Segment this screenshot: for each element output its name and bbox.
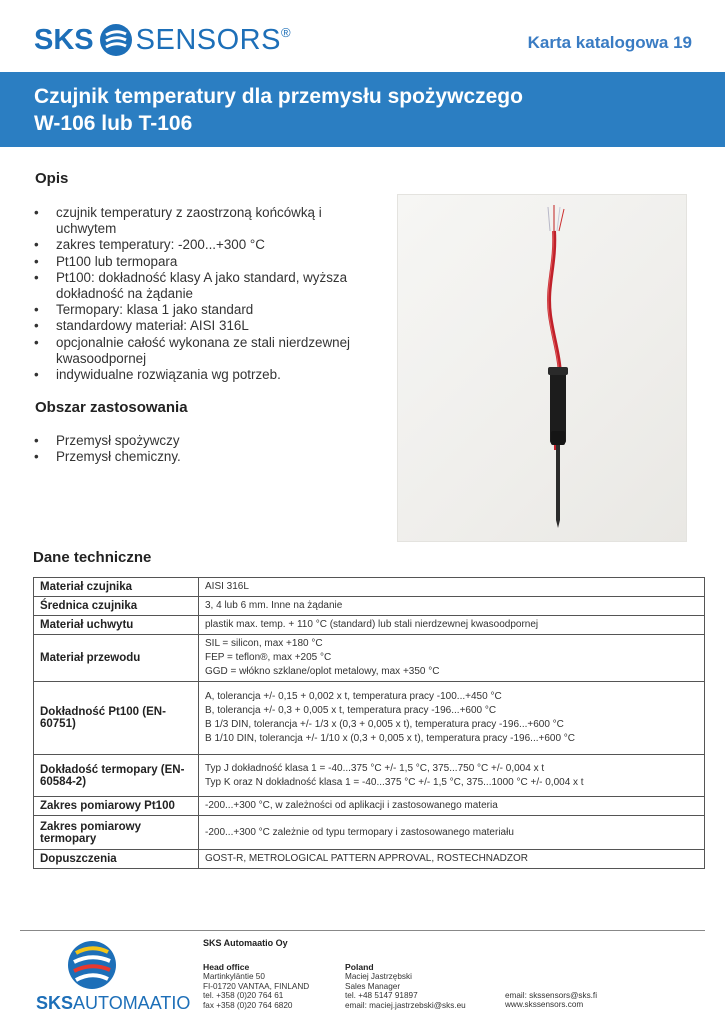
- poland-block: [345, 963, 466, 1010]
- list-item-text: czujnik temperatury z zaostrzoną końcówką i uchwytem: [56, 205, 322, 237]
- applications-heading: Obszar zastosowania: [35, 399, 188, 416]
- spec-key: Średnica czujnika: [34, 597, 199, 616]
- poland-line: Sales Manager: [345, 981, 401, 991]
- spec-value-line: -200...+300 °C zależnie od typu termopary i zastosowanego materiału: [205, 826, 514, 838]
- applications-list: [34, 433, 364, 465]
- poland-line[interactable]: email: maciej.jastrzebski@sks.eu: [345, 1000, 466, 1010]
- spec-key: Dokładność Pt100 (EN-60751): [34, 682, 199, 755]
- list-item: [34, 433, 364, 449]
- footer-divider: [20, 930, 705, 931]
- spec-value-line: Typ J dokładność klasa 1 = -40...375 °C +/- 1,5 °C, 375...750 °C +/- 0,004 x t: [205, 762, 545, 774]
- bullet-icon: •: [34, 334, 39, 350]
- spec-key: Dokładość termopary (EN-60584-2): [34, 755, 199, 797]
- table-row: [34, 635, 705, 682]
- list-item-text: opcjonalnie całość wykonana ze stali nierdzewnej kwasoodpornej: [56, 334, 351, 366]
- list-item-text: standardowy materiał: AISI 316L: [56, 318, 249, 334]
- footer-logo-automaatio: AUTOMAATIO: [73, 993, 191, 1013]
- table-row: [34, 816, 705, 850]
- spec-key: Materiał czujnika: [34, 578, 199, 597]
- list-item-text: Termopary: klasa 1 jako standard: [56, 302, 254, 318]
- spec-value: [199, 616, 705, 635]
- contact-email[interactable]: email: skssensors@sks.fi: [505, 991, 598, 1000]
- specs-heading: Dane techniczne: [33, 549, 152, 566]
- list-item: [34, 335, 364, 367]
- company-name: SKS Automaatio Oy: [203, 938, 288, 948]
- title-banner: [0, 72, 725, 147]
- specs-table: [33, 577, 705, 869]
- spec-value: [199, 597, 705, 616]
- sensor-illustration: [398, 195, 686, 541]
- title-line-1: Czujnik temperatury dla przemysłu spożywczego: [34, 85, 523, 108]
- spec-value: [199, 635, 705, 682]
- spec-value-line: B 1/3 DIN, tolerancja +/- 1/3 x (0,3 + 0,005 x t), temperatura pracy -196...+600 °C: [205, 719, 564, 730]
- table-row: [34, 797, 705, 816]
- spec-value-line: plastik max. temp. + 110 °C (standard) lub stali nierdzewnej kwasoodpornej: [205, 619, 539, 630]
- table-row: [34, 578, 705, 597]
- bullet-icon: •: [34, 237, 39, 253]
- spec-key: Materiał przewodu: [34, 635, 199, 682]
- spec-value-line: A, tolerancja +/- 0,15 + 0,002 x t, temperatura pracy -100...+450 °C: [205, 691, 502, 702]
- spec-key: Zakres pomiarowy termopary: [34, 816, 199, 850]
- bullet-icon: •: [34, 449, 39, 465]
- spec-value-line: B, tolerancja +/- 0,3 + 0,005 x t, temperatura pracy -196...+600 °C: [205, 705, 497, 716]
- list-item: [34, 449, 364, 465]
- spec-value: [199, 797, 705, 816]
- head-office-line: FI-01720 VANTAA, FINLAND: [203, 981, 310, 991]
- spec-value-line: AISI 316L: [205, 581, 249, 592]
- list-item: [34, 237, 364, 253]
- contact-block: [505, 991, 597, 1010]
- spec-value: [199, 850, 705, 869]
- spec-value-line: GGD = włókno szklane/oplot metalowy, max +350 °C: [205, 666, 440, 677]
- list-item: [34, 254, 364, 270]
- spec-value-line: FEP = teflon®, max +205 °C: [205, 652, 332, 663]
- head-office-heading: Head office: [203, 962, 250, 972]
- spec-value-line: GOST-R, METROLOGICAL PATTERN APPROVAL, ROSTECHNADZOR: [205, 853, 529, 864]
- list-item-text: Pt100: dokładność klasy A jako standard, wyższa dokładność na żądanie: [56, 269, 348, 302]
- table-row: [34, 616, 705, 635]
- list-item-text: zakres temperatury: -200...+300 °C: [56, 237, 265, 253]
- spec-key: Dopuszczenia: [34, 850, 199, 869]
- bullet-icon: •: [34, 269, 39, 285]
- spec-value-line: 3, 4 lub 6 mm. Inne na żądanie: [205, 600, 343, 611]
- spec-value: [199, 816, 705, 850]
- list-item: [34, 205, 364, 237]
- head-office-line: fax +358 (0)20 764 6820: [203, 1000, 293, 1010]
- list-item: [34, 367, 364, 383]
- spec-value-line: B 1/10 DIN, tolerancja +/- 1/10 x (0,3 + 0,005 x t), temperatura pracy -196...+600 °C: [205, 733, 576, 744]
- table-row: [34, 755, 705, 797]
- spec-value-line: SIL = silicon, max +180 °C: [205, 638, 323, 649]
- logo-sensors-text: SENSORS: [135, 23, 281, 56]
- poland-line: tel. +48 5147 91897: [345, 991, 418, 1001]
- list-item: [34, 318, 364, 334]
- spec-value-line: Typ K oraz N dokładność klasa 1 = -40...375 °C +/- 1,5 °C, 375...1000 °C +/- 0,004 x t: [205, 776, 584, 788]
- poland-heading: Poland: [345, 962, 374, 972]
- bullet-icon: •: [34, 367, 39, 383]
- contact-website[interactable]: www.skssensors.com: [505, 1000, 584, 1010]
- bullet-icon: •: [34, 205, 39, 220]
- table-row: [34, 850, 705, 869]
- bullet-icon: •: [34, 302, 39, 318]
- title-line-2: W-106 lub T-106: [34, 112, 193, 135]
- product-photo: [397, 194, 687, 542]
- logo-sks-text: SKS: [34, 23, 94, 56]
- sks-swirl-icon: [99, 23, 133, 57]
- table-row: [34, 597, 705, 616]
- poland-line: Maciej Jastrzębski: [345, 972, 412, 982]
- table-row: [34, 682, 705, 755]
- list-item-text: Pt100 lub termopara: [56, 253, 178, 269]
- bullet-icon: •: [34, 433, 39, 448]
- head-office-block: [203, 963, 309, 1010]
- list-item: [34, 302, 364, 318]
- list-item-text: Przemysł chemiczny.: [56, 449, 181, 465]
- registered-mark: ®: [280, 24, 291, 40]
- bullet-icon: •: [34, 253, 39, 269]
- spec-value: [199, 682, 705, 755]
- list-item-text: Przemysł spożywczy: [56, 433, 180, 448]
- list-item-text: indywidualne rozwiązania wg potrzeb.: [56, 367, 281, 383]
- bullet-icon: •: [34, 318, 39, 334]
- spec-key: Zakres pomiarowy Pt100: [34, 797, 199, 816]
- spec-key: Materiał uchwytu: [34, 616, 199, 635]
- head-office-line: Martinkyläntie 50: [203, 972, 265, 982]
- spec-value-line: -200...+300 °C, w zależności od aplikacji i zastosowanego materia: [205, 800, 498, 811]
- footer-logo-sks: SKS: [36, 993, 74, 1013]
- catalog-card-label: Karta katalogowa 19: [527, 33, 692, 52]
- footer-logo-text: [36, 993, 190, 1014]
- list-item: [34, 270, 364, 302]
- spec-value: [199, 578, 705, 597]
- description-heading: Opis: [35, 170, 69, 187]
- description-list: [34, 205, 364, 383]
- spec-value: [199, 755, 705, 797]
- head-office-line: tel. +358 (0)20 764 61: [203, 991, 284, 1001]
- sks-sensors-logo: [34, 20, 291, 60]
